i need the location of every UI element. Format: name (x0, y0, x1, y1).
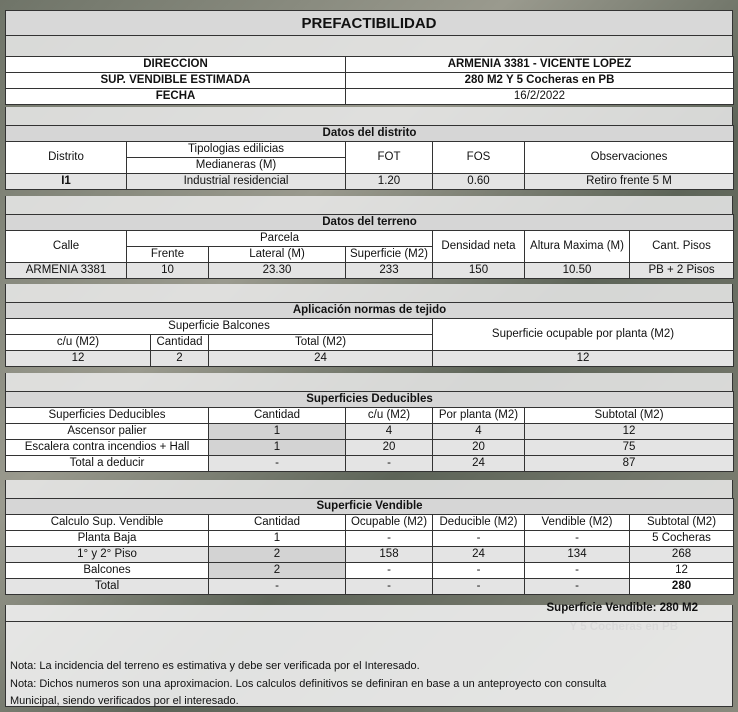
col-superficie: Superficie (M2) (346, 247, 433, 263)
col-cantidad: Cantidad (151, 335, 209, 351)
cell: - (346, 563, 433, 579)
ocupable-value: 12 (433, 351, 734, 367)
tejido-table (5, 302, 734, 367)
cell: 268 (630, 547, 734, 563)
row-label: Escalera contra incendios + Hall (6, 440, 209, 456)
cell: 4 (346, 424, 433, 440)
spacer (5, 107, 733, 125)
spacer (5, 373, 733, 391)
fos-value: 0.60 (433, 174, 525, 190)
sup-vendible-value: 280 M2 Y 5 Cocheras en PB (346, 73, 734, 89)
col-cantidad: Cantidad (209, 408, 346, 424)
summary-line-1: Superficie Vendible: 280 M2 (546, 602, 698, 614)
calle-value: ARMENIA 3381 (6, 263, 127, 279)
cell: 87 (525, 456, 734, 472)
col-cu: c/u (M2) (6, 335, 151, 351)
col-total: Total (M2) (209, 335, 433, 351)
row-label: Total (6, 579, 209, 595)
tipologia-value: Industrial residencial (127, 174, 346, 190)
col-altura: Altura Maxima (M) (525, 231, 630, 263)
cell: - (525, 579, 630, 595)
note-2: Nota: Dichos numeros son una aproximacion. Los calculos definitivos se definiran en base a un anteproyecto con consulta (10, 677, 607, 690)
lateral-value: 23.30 (209, 263, 346, 279)
note-1: Nota: La incidencia del terreno es estimativa y debe ser verificada por el Interesado. (10, 660, 420, 672)
col-densidad: Densidad neta (433, 231, 525, 263)
page-title: PREFACTIBILIDAD (5, 10, 733, 36)
cell: - (346, 456, 433, 472)
cell: 1 (209, 531, 346, 547)
row-label: Planta Baja (6, 531, 209, 547)
col-calle: Calle (6, 231, 127, 263)
section-title-deducibles: Superficies Deducibles (6, 392, 734, 408)
cell: 1 (209, 424, 346, 440)
vendible-table (5, 498, 734, 595)
col-deducible: Deducible (M2) (433, 515, 525, 531)
cell: 24 (433, 547, 525, 563)
table-row (6, 424, 734, 440)
altura-value: 10.50 (525, 263, 630, 279)
pisos-value: PB + 2 Pisos (630, 263, 734, 279)
cell: - (209, 456, 346, 472)
cell: - (433, 563, 525, 579)
col-lateral: Lateral (M) (209, 247, 346, 263)
section-title-tejido: Aplicación normas de tejido (6, 303, 734, 319)
col-subtotal: Subtotal (M2) (525, 408, 734, 424)
section-title-district: Datos del distrito (6, 126, 734, 142)
cu-value: 12 (6, 351, 151, 367)
table-row (6, 547, 734, 563)
note-3: Municipal, siendo verificados por el interesado. (10, 695, 239, 707)
frente-value: 10 (127, 263, 209, 279)
spacer (5, 196, 733, 214)
col-vendible: Vendible (M2) (525, 515, 630, 531)
densidad-value: 150 (433, 263, 525, 279)
cell: - (525, 531, 630, 547)
col-fot: FOT (346, 142, 433, 174)
district-value: I1 (6, 174, 127, 190)
total-value: 24 (209, 351, 433, 367)
cell: - (433, 531, 525, 547)
row-label: Total a deducir (6, 456, 209, 472)
terrain-table (5, 214, 734, 279)
notes-box (5, 621, 733, 707)
table-row (6, 531, 734, 547)
row-label: Ascensor palier (6, 424, 209, 440)
col-fos: FOS (433, 142, 525, 174)
cell: - (433, 579, 525, 595)
cell: - (346, 531, 433, 547)
row-label: Balcones (6, 563, 209, 579)
col-medianeras: Medianeras (M) (127, 158, 346, 174)
col-frente: Frente (127, 247, 209, 263)
sup-vendible-label: SUP. VENDIBLE ESTIMADA (6, 73, 346, 89)
col-cantidad: Cantidad (209, 515, 346, 531)
cell: 5 Cocheras (630, 531, 734, 547)
cell: 2 (209, 547, 346, 563)
header-info-table (5, 56, 734, 105)
row-label: 1° y 2° Piso (6, 547, 209, 563)
col-parcela: Parcela (127, 231, 433, 247)
fecha-label: FECHA (6, 89, 346, 105)
direccion-value: ARMENIA 3381 - VICENTE LOPEZ (346, 57, 734, 73)
cell: - (346, 579, 433, 595)
cell: 12 (525, 424, 734, 440)
col-ocupable: Superficie ocupable por planta (M2) (433, 319, 734, 351)
cell: 20 (346, 440, 433, 456)
cell: 134 (525, 547, 630, 563)
spacer (5, 284, 733, 302)
cell: 24 (433, 456, 525, 472)
col-observaciones: Observaciones (525, 142, 734, 174)
spacer (5, 480, 733, 498)
cantidad-value: 2 (151, 351, 209, 367)
table-row (6, 456, 734, 472)
feasibility-sheet (5, 5, 733, 707)
col-balcones: Superficie Balcones (6, 319, 433, 335)
col-pisos: Cant. Pisos (630, 231, 734, 263)
col-por-planta: Por planta (M2) (433, 408, 525, 424)
cell: 2 (209, 563, 346, 579)
cell: 158 (346, 547, 433, 563)
col-subtotal: Subtotal (M2) (630, 515, 734, 531)
district-table (5, 125, 734, 190)
col-ocupable: Ocupable (M2) (346, 515, 433, 531)
fot-value: 1.20 (346, 174, 433, 190)
col-sup-deducibles: Superficies Deducibles (6, 408, 209, 424)
col-tipologias: Tipologias edilicias (127, 142, 346, 158)
col-calculo: Calculo Sup. Vendible (6, 515, 209, 531)
cell: - (209, 579, 346, 595)
cell: 4 (433, 424, 525, 440)
spacer (5, 36, 733, 56)
table-row (6, 563, 734, 579)
section-title-terrain: Datos del terreno (6, 215, 734, 231)
superficie-value: 233 (346, 263, 433, 279)
cell: 20 (433, 440, 525, 456)
cell: - (525, 563, 630, 579)
observaciones-value: Retiro frente 5 M (525, 174, 734, 190)
cell: 1 (209, 440, 346, 456)
deducibles-table (5, 391, 734, 472)
table-row (6, 579, 734, 595)
table-row (6, 440, 734, 456)
fecha-value: 16/2/2022 (346, 89, 734, 105)
section-title-vendible: Superficie Vendible (6, 499, 734, 515)
cell: 75 (525, 440, 734, 456)
col-distrito: Distrito (6, 142, 127, 174)
col-cu: c/u (M2) (346, 408, 433, 424)
direccion-label: DIRECCION (6, 57, 346, 73)
grand-total: 280 (630, 579, 734, 595)
cell: 12 (630, 563, 734, 579)
